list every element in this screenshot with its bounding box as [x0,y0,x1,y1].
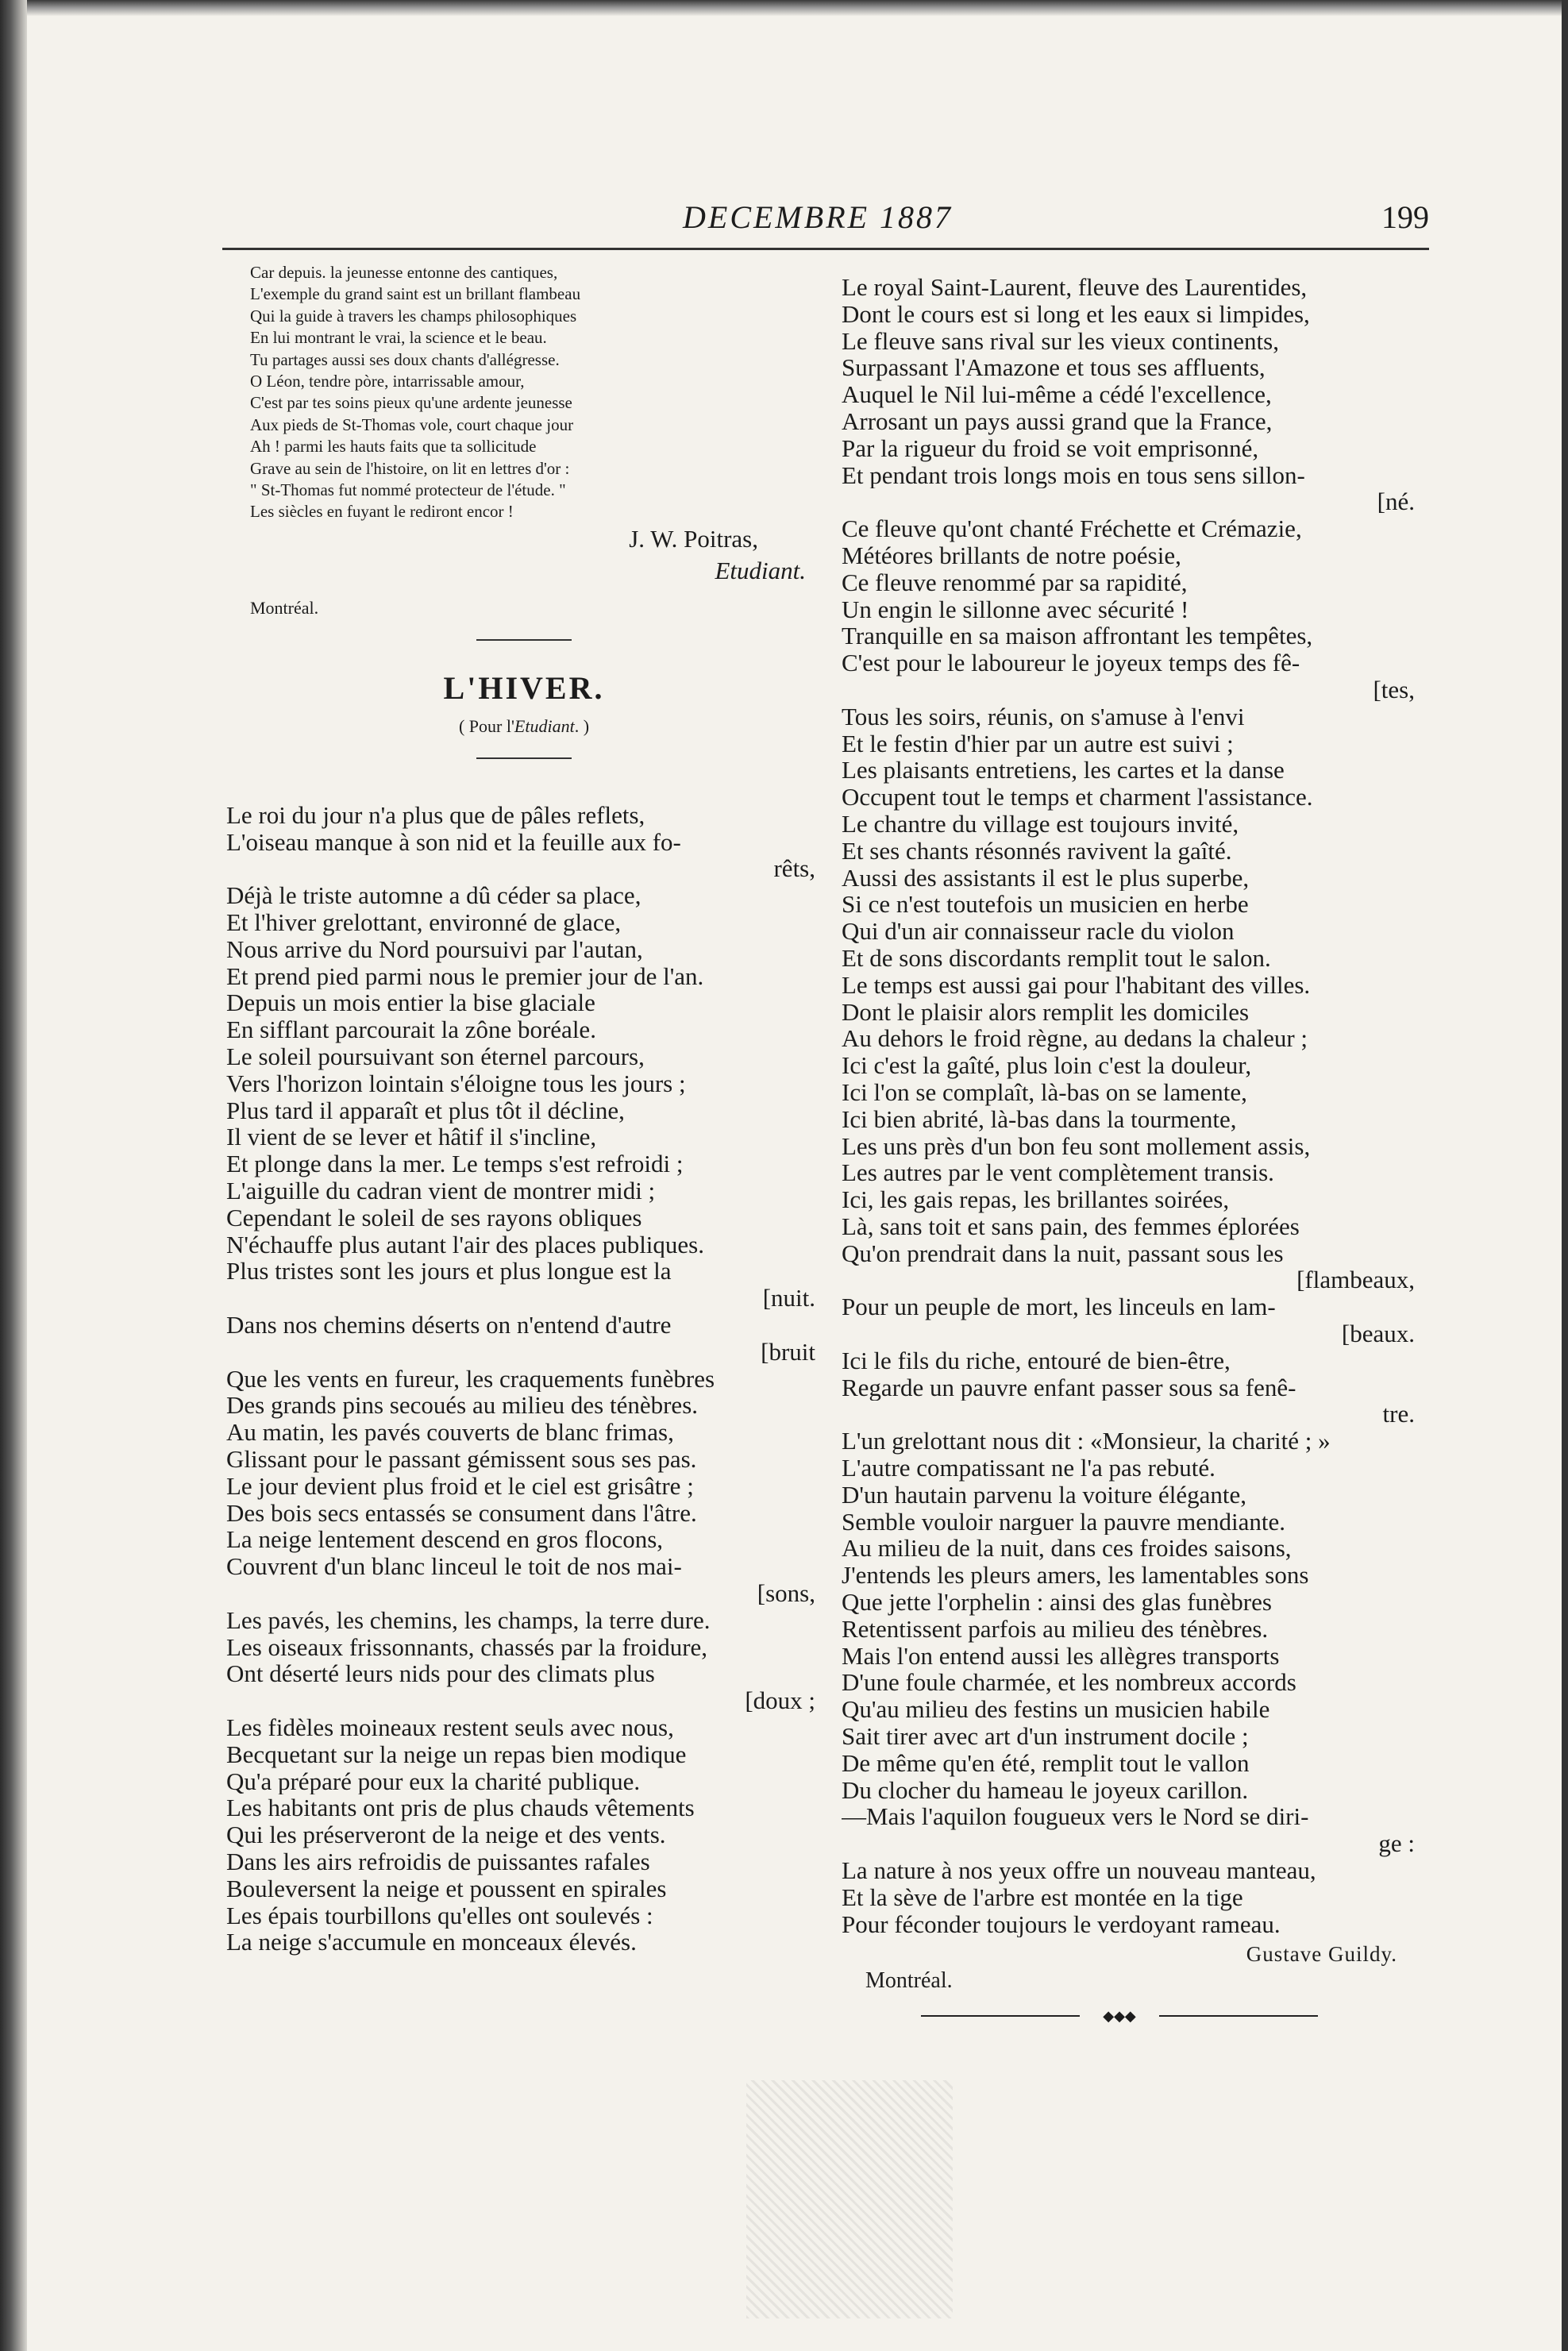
verse-line: En lui montrant le vrai, la science et le beau. [250,328,547,348]
verse-line: [né. [1377,488,1415,516]
verse-line: Tranquille en sa maison affrontant les tempêtes, [842,622,1313,650]
verse-line: L'oiseau manque à son nid et la feuille aux fo- [226,828,681,856]
verse-line: O Léon, tendre pòre, intarrissable amour, [250,372,525,391]
verse-line: Les uns près d'un bon feu sont mollement assis, [842,1132,1311,1160]
verse-line: Becquetant sur la neige un repas bien modique [226,1740,687,1768]
verse-line: [tes, [1373,676,1415,703]
verse-line: [flambeaux, [1296,1266,1415,1294]
poem-title: L'HIVER. [443,669,605,706]
verse-line: Le fleuve sans rival sur les vieux continents, [842,327,1279,355]
dedication-journal: Etudiant [514,715,575,736]
verse-line: Ici, les gais repas, les brillantes soirées, [842,1186,1230,1213]
verse-line: Dans les airs refroidis de puissantes rafales [226,1848,650,1875]
verse-line: Dont le cours est si long et les eaux si limpides, [842,300,1310,328]
verse-line: Le temps est aussi gai pour l'habitant des villes. [842,971,1311,999]
verse-line: Ici l'on se complaît, là-bas on se lamente, [842,1078,1247,1106]
verse-line: Et plonge dans la mer. Le temps s'est refroidi ; [226,1150,684,1178]
verse-line: Couvrent d'un blanc linceul le toit de nos mai- [226,1553,682,1580]
author-role: Etudiant. [715,556,806,584]
poem-signature: Gustave Guildy. [1246,1942,1397,1967]
verse-line: Là, sans toit et sans pain, des femmes éplorées [842,1212,1300,1240]
verse-line: Qui la guide à travers les champs philosophiques [250,306,577,326]
verse-line: Cependant le soleil de ses rayons obliques [226,1204,642,1231]
verse-line: Les siècles en fuyant le rediront encor ! [250,502,514,522]
verse-line: La nature à nos yeux offre un nouveau manteau, [842,1857,1316,1884]
page-title: DECEMBRE 1887 [683,199,954,235]
verse-line: Vers l'horizon lointain s'éloigne tous les jours ; [226,1070,686,1097]
page-number: 199 [1381,199,1429,235]
previous-poem-place: Montréal. [250,597,319,618]
verse-line: Ce fleuve qu'ont chanté Fréchette et Crémazie, [842,515,1302,542]
verse-line: La neige s'accumule en monceaux élevés. [226,1929,637,1956]
verse-line: Par la rigueur du froid se voit emprisonné, [842,434,1259,462]
poem-place: Montréal. [865,1968,953,1994]
verse-line: Le jour devient plus froid et le ciel est grisâtre ; [226,1472,694,1500]
verse-line: Si ce n'est toutefois un musicien en herbe [842,891,1249,919]
verse-line: Que les vents en fureur, les craquements funèbres [226,1365,715,1393]
verse-line: Aux pieds de St-Thomas vole, court chaque jour [250,414,574,434]
verse-line: rêts, [773,855,815,883]
verse-line: Les oiseaux frissonnants, chassés par la froidure, [226,1633,708,1661]
verse-line: Qui les préserveront de la neige et des vents. [226,1821,666,1848]
verse-line: Dans nos chemins déserts on n'entend d'autre [226,1312,672,1339]
verse-line: Que jette l'orphelin : ainsi des glas funèbres [842,1589,1272,1616]
verse-line: Qui d'un air connaisseur racle du violon [842,918,1235,945]
verse-line: Et l'hiver grelottant, environné de glace, [226,909,622,936]
verse-line: J'entends les pleurs amers, les lamentables sons [842,1562,1309,1590]
dedication-prefix: ( Pour l' [458,715,514,736]
verse-line: Depuis un mois entier la bise glaciale [226,989,595,1017]
verse-line: Des bois secs entassés se consument dans l'âtre. [226,1499,697,1527]
scan-edge-left [0,0,27,2351]
author-name: J. W. Poitras, [629,524,758,553]
verse-line: L'exemple du grand saint est un brillant flambeau [250,284,581,304]
verse-line: Grave au sein de l'histoire, on lit en lettres d'or : [250,458,570,478]
verse-line: Les habitants ont pris de plus chauds vêtements [226,1794,695,1822]
verse-line: Météores brillants de notre poésie, [842,542,1181,569]
ornament-center: ◆◆◆ [1080,2010,1159,2022]
verse-line: Semble vouloir narguer la pauvre mendiante. [842,1508,1285,1536]
verse-line: Ici bien abrité, là-bas dans la tourmente, [842,1105,1237,1133]
verse-line: L'aiguille du cadran vient de montrer midi ; [226,1177,656,1204]
scan-edge-top [0,0,1568,16]
verse-line: Au milieu de la nuit, dans ces froides saisons, [842,1535,1292,1563]
verse-line: C'est pour le laboureur le joyeux temps des fê- [842,649,1300,676]
verse-line: Nous arrive du Nord poursuivi par l'autan, [226,935,643,963]
previous-poem-ending [226,262,822,523]
dedication-suffix: . ) [574,715,590,736]
verse-line: Les épais tourbillons qu'elles ont soulevés : [226,1902,653,1929]
verse-line: Retentissent parfois au milieu des ténèbres. [842,1615,1269,1643]
verse-line: [nuit. [762,1285,815,1312]
verse-line: Et prend pied parmi nous le premier jour de l'an. [226,962,704,990]
verse-line: Et pendant trois longs mois en tous sens sillon- [842,461,1305,489]
verse-line: Les pavés, les chemins, les champs, la terre dure. [226,1606,711,1634]
verse-line: [bruit [761,1338,815,1366]
verse-line: Et la sève de l'arbre est montée en la tige [842,1883,1243,1911]
right-column [842,274,1421,2025]
verse-line: De même qu'en été, remplit tout le vallon [842,1749,1250,1777]
verse-line: Qu'on prendrait dans la nuit, passant sous les [842,1239,1284,1267]
verse-line: Déjà le triste automne a dû céder sa place, [226,882,641,910]
verse-line: Les autres par le vent complètement transis. [842,1159,1274,1187]
verse-line: Ce fleuve renommé par sa rapidité, [842,568,1188,596]
verse-line: Dont le plaisir alors remplit les domiciles [842,998,1250,1026]
poem-dedication [226,716,822,737]
verse-line: Pour un peuple de mort, les linceuls en lam- [842,1293,1276,1321]
verse-line: Ont déserté leurs nids pour des climats plus [226,1660,655,1688]
verse-line: Le chantre du village est toujours invité, [842,810,1239,838]
verse-line: L'autre compatissant ne l'a pas rebuté. [842,1455,1215,1482]
verse-line: ge : [1378,1830,1415,1858]
verse-line: Pour féconder toujours le verdoyant rameau. [842,1910,1281,1938]
title-divider [476,757,572,759]
verse-line: N'échauffe plus autant l'air des places publiques. [226,1231,704,1258]
verse-line: Ici le fils du riche, entouré de bien-être, [842,1347,1231,1374]
verse-line: [doux ; [745,1687,815,1714]
verse-line: Mais l'on entend aussi les allègres transports [842,1642,1280,1670]
verse-line: La neige lentement descend en gros flocons, [226,1526,664,1554]
verse-line: Des grands pins secoués au milieu des ténèbres. [226,1392,699,1420]
verse-line: Ah ! parmi les hauts faits que ta sollicitude [250,437,537,457]
verse-line: Car depuis. la jeunesse entonne des cantiques, [250,263,558,282]
verse-line: Au dehors le froid règne, au dedans la chaleur ; [842,1025,1308,1053]
scan-edge-right [1562,0,1568,2351]
verse-line: Le royal Saint-Laurent, fleuve des Laurentides, [842,274,1308,301]
verse-line: D'une foule charmée, et les nombreux accords [842,1669,1296,1697]
verse-line: Un engin le sillonne avec sécurité ! [842,595,1189,623]
previous-poem-signature [226,523,822,587]
verse-line: L'un grelottant nous dit : «Monsieur, la charité ; » [842,1428,1331,1455]
scan-artifact [746,2080,953,2318]
left-column [226,262,822,1956]
verse-line: —Mais l'aquilon fougueux vers le Nord se diri- [842,1803,1309,1831]
verse-line: Il vient de se lever et hâtif il s'incline, [226,1123,597,1151]
verse-line: Qu'au milieu des festins un musicien habile [842,1696,1270,1724]
verse-line: Occupent tout le temps et charment l'assistance. [842,784,1313,811]
verse-line: [beaux. [1341,1320,1415,1347]
verse-line: Et ses chants résonnés ravivent la gaîté. [842,837,1232,865]
verse-line: Glissant pour le passant gémissent sous ses pas. [226,1446,697,1473]
verse-line: Tous les soirs, réunis, on s'amuse à l'envi [842,703,1245,730]
verse-line: C'est par tes soins pieux qu'une ardente jeunesse [250,393,572,413]
verse-line: Aussi des assistants il est le plus superbe, [842,864,1250,892]
header-rule [222,248,1429,250]
poem-text-left [226,802,822,1956]
verse-line: Tu partages aussi ses doux chants d'allégresse. [250,349,560,369]
verse-line: [sons, [757,1579,815,1607]
verse-line: Auquel le Nil lui-même a cédé l'excellence, [842,381,1272,408]
verse-line: Qu'a préparé pour eux la charité publique. [226,1767,641,1795]
verse-line: tre. [1382,1401,1415,1428]
verse-line: Regarde un pauvre enfant passer sous sa fenê- [842,1374,1296,1401]
verse-line: En sifflant parcourait la zône boréale. [226,1016,596,1044]
verse-line: Et le festin d'hier par un autre est suivi ; [842,730,1234,757]
verse-line: Le soleil poursuivant son éternel parcours, [226,1043,645,1070]
verse-line: Sait tirer avec art d'un instrument docile ; [842,1723,1249,1750]
verse-line: Bouleversent la neige et poussent en spirales [226,1875,667,1902]
verse-line: Ici c'est la gaîté, plus loin c'est la douleur, [842,1052,1252,1079]
verse-line: Au matin, les pavés couverts de blanc frimas, [226,1419,674,1446]
closing-ornament [921,2008,1318,2025]
verse-line: Les plaisants entretiens, les cartes et la danse [842,757,1285,784]
verse-line: Et de sons discordants remplit tout le salon. [842,944,1271,972]
verse-line: D'un hautain parvenu la voiture élégante, [842,1481,1247,1509]
verse-line: Surpassant l'Amazone et tous ses affluents, [842,354,1266,382]
verse-line: Du clocher du hameau le joyeux carillon. [842,1776,1249,1804]
page-header [222,198,1429,246]
verse-line: " St-Thomas fut nommé protecteur de l'étude. " [250,480,566,500]
verse-line: Plus tristes sont les jours et plus longue est la [226,1258,672,1285]
verse-line: Le roi du jour n'a plus que de pâles reflets, [226,801,645,829]
poem-text-right [842,274,1421,1937]
verse-line: Les fidèles moineaux restent seuls avec nous, [226,1713,674,1741]
verse-line: Arrosant un pays aussi grand que la France, [842,407,1273,435]
section-divider [476,639,572,641]
verse-line: Plus tard il apparaît et plus tôt il décline, [226,1096,625,1124]
